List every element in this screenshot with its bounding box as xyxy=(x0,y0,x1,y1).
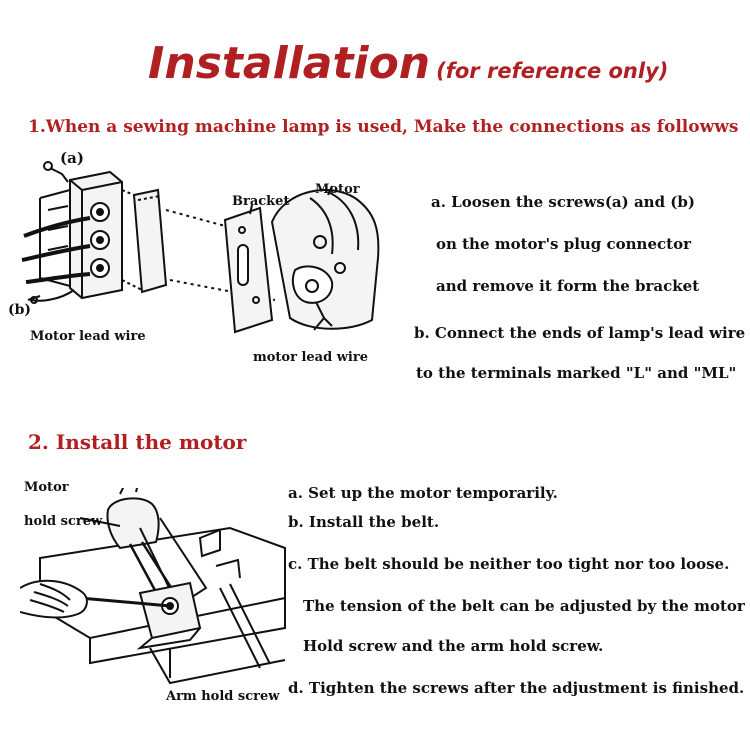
label-screw-a: (a) xyxy=(60,149,84,167)
label-motor-1: Motor xyxy=(315,182,360,197)
section2-step-4: The tension of the belt can be adjusted by the motor xyxy=(303,597,745,615)
section1-step-1: a. Loosen the screws(a) and (b) xyxy=(431,193,695,211)
section1-step-4: b. Connect the ends of lamp's lead wire xyxy=(414,324,746,342)
label-motor-lead-wire-left: Motor lead wire xyxy=(30,329,146,344)
section1-heading: 1.When a sewing machine lamp is used, Make the connections as followws xyxy=(28,117,739,137)
label-motor-2: Motor xyxy=(24,480,69,495)
section1-step-3: and remove it form the bracket xyxy=(436,277,700,295)
label-screw-b: (b) xyxy=(8,302,32,318)
label-hold-screw: hold screw xyxy=(24,514,103,529)
section2-step-1: a. Set up the motor temporarily. xyxy=(288,484,558,502)
section1-step-5: to the terminals marked "L" and "ML" xyxy=(416,364,737,382)
section1-step-2: on the motor's plug connector xyxy=(436,235,691,253)
page-title xyxy=(148,38,668,89)
section2-heading: 2. Install the motor xyxy=(28,430,247,454)
label-bracket: Bracket xyxy=(232,194,290,209)
title-main: Installation xyxy=(148,38,431,89)
section2-step-3: c. The belt should be neither too tight nor too loose. xyxy=(288,555,730,573)
section2-step-5: Hold screw and the arm hold screw. xyxy=(303,637,604,655)
section2-step-6: d. Tighten the screws after the adjustment is finished. xyxy=(288,679,745,697)
title-subtitle: (for reference only) xyxy=(436,59,669,83)
label-arm-hold-screw: Arm hold screw xyxy=(166,689,280,704)
section2-step-2: b. Install the belt. xyxy=(288,513,440,531)
label-motor-lead-wire-right: motor lead wire xyxy=(253,350,368,365)
